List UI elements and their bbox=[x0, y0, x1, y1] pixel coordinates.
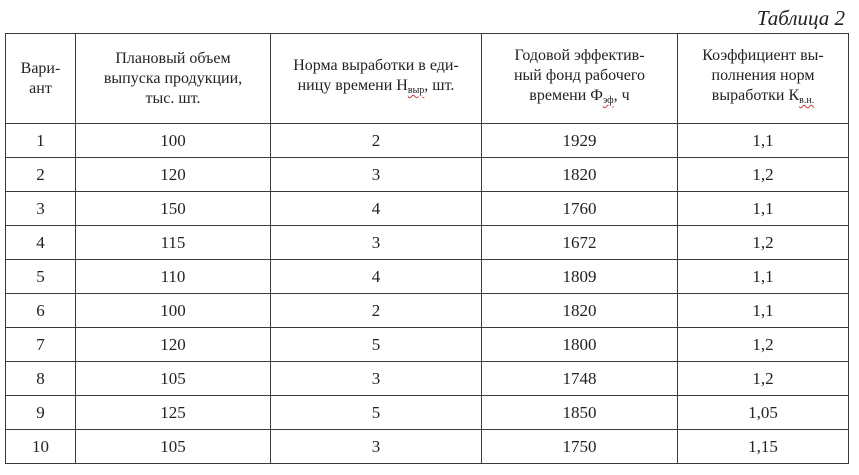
table-row bbox=[6, 192, 849, 226]
cell-variant: 1 bbox=[6, 124, 76, 158]
header-variant bbox=[6, 34, 76, 124]
cell-output-norm: 3 bbox=[271, 158, 482, 192]
cell-annual-time-fund: 1760 bbox=[482, 192, 678, 226]
cell-annual-time-fund: 1850 bbox=[482, 396, 678, 430]
table-row bbox=[6, 124, 849, 158]
cell-variant: 4 bbox=[6, 226, 76, 260]
cell-annual-time-fund: 1672 bbox=[482, 226, 678, 260]
header-annual-time-fund-text: Годовой эффектив- ный фонд рабочего времени Ф bbox=[513, 47, 646, 104]
header-planned-volume-text: Плановый объем выпуска продукции, тыс. шт. bbox=[103, 49, 243, 107]
cell-variant: 7 bbox=[6, 328, 76, 362]
cell-variant: 3 bbox=[6, 192, 76, 226]
cell-annual-time-fund: 1929 bbox=[482, 124, 678, 158]
cell-planned-volume: 105 bbox=[76, 430, 271, 464]
cell-output-norm: 5 bbox=[271, 396, 482, 430]
cell-variant: 5 bbox=[6, 260, 76, 294]
cell-norm-coefficient: 1,05 bbox=[678, 396, 849, 430]
cell-norm-coefficient: 1,2 bbox=[678, 226, 849, 260]
header-output-norm-unit: , шт. bbox=[424, 77, 455, 94]
table-row bbox=[6, 294, 849, 328]
header-annual-time-fund-unit: , ч bbox=[613, 87, 630, 104]
cell-norm-coefficient: 1,2 bbox=[678, 328, 849, 362]
header-annual-time-fund-subscript: эф bbox=[602, 95, 614, 106]
cell-output-norm: 2 bbox=[271, 124, 482, 158]
cell-annual-time-fund: 1820 bbox=[482, 158, 678, 192]
data-table bbox=[5, 33, 849, 464]
table-row bbox=[6, 260, 849, 294]
header-norm-coefficient-subscript: в.н. bbox=[799, 95, 815, 106]
header-planned-volume bbox=[76, 34, 271, 124]
header-row bbox=[6, 34, 849, 124]
table-row bbox=[6, 396, 849, 430]
header-annual-time-fund bbox=[482, 34, 678, 124]
cell-planned-volume: 110 bbox=[76, 260, 271, 294]
cell-variant: 10 bbox=[6, 430, 76, 464]
table-row bbox=[6, 158, 849, 192]
cell-planned-volume: 150 bbox=[76, 192, 271, 226]
header-variant-text: Вари- ант bbox=[20, 59, 61, 97]
cell-output-norm: 3 bbox=[271, 226, 482, 260]
cell-norm-coefficient: 1,1 bbox=[678, 260, 849, 294]
cell-norm-coefficient: 1,2 bbox=[678, 158, 849, 192]
cell-norm-coefficient: 1,1 bbox=[678, 294, 849, 328]
cell-variant: 6 bbox=[6, 294, 76, 328]
header-norm-coefficient bbox=[678, 34, 849, 124]
cell-variant: 8 bbox=[6, 362, 76, 396]
cell-annual-time-fund: 1750 bbox=[482, 430, 678, 464]
cell-output-norm: 3 bbox=[271, 430, 482, 464]
header-norm-coefficient-text: Коэффициент вы- полнения норм выработки К bbox=[702, 47, 824, 104]
table-row bbox=[6, 362, 849, 396]
cell-planned-volume: 120 bbox=[76, 328, 271, 362]
cell-norm-coefficient: 1,2 bbox=[678, 362, 849, 396]
cell-annual-time-fund: 1748 bbox=[482, 362, 678, 396]
cell-annual-time-fund: 1800 bbox=[482, 328, 678, 362]
table-row bbox=[6, 430, 849, 464]
table-row bbox=[6, 226, 849, 260]
cell-planned-volume: 100 bbox=[76, 124, 271, 158]
cell-planned-volume: 105 bbox=[76, 362, 271, 396]
table-caption: Таблица 2 bbox=[756, 6, 845, 30]
cell-norm-coefficient: 1,15 bbox=[678, 430, 849, 464]
cell-norm-coefficient: 1,1 bbox=[678, 124, 849, 158]
header-output-norm-text: Норма выработки в еди- ницу времени Н bbox=[293, 57, 459, 94]
cell-norm-coefficient: 1,1 bbox=[678, 192, 849, 226]
cell-planned-volume: 100 bbox=[76, 294, 271, 328]
cell-output-norm: 5 bbox=[271, 328, 482, 362]
header-output-norm-subscript: выр bbox=[407, 85, 425, 96]
header-output-norm bbox=[271, 34, 482, 124]
table-row bbox=[6, 328, 849, 362]
cell-planned-volume: 120 bbox=[76, 158, 271, 192]
cell-planned-volume: 125 bbox=[76, 396, 271, 430]
cell-variant: 9 bbox=[6, 396, 76, 430]
cell-annual-time-fund: 1809 bbox=[482, 260, 678, 294]
cell-output-norm: 4 bbox=[271, 260, 482, 294]
cell-output-norm: 2 bbox=[271, 294, 482, 328]
cell-output-norm: 3 bbox=[271, 362, 482, 396]
cell-output-norm: 4 bbox=[271, 192, 482, 226]
cell-annual-time-fund: 1820 bbox=[482, 294, 678, 328]
cell-variant: 2 bbox=[6, 158, 76, 192]
cell-planned-volume: 115 bbox=[76, 226, 271, 260]
